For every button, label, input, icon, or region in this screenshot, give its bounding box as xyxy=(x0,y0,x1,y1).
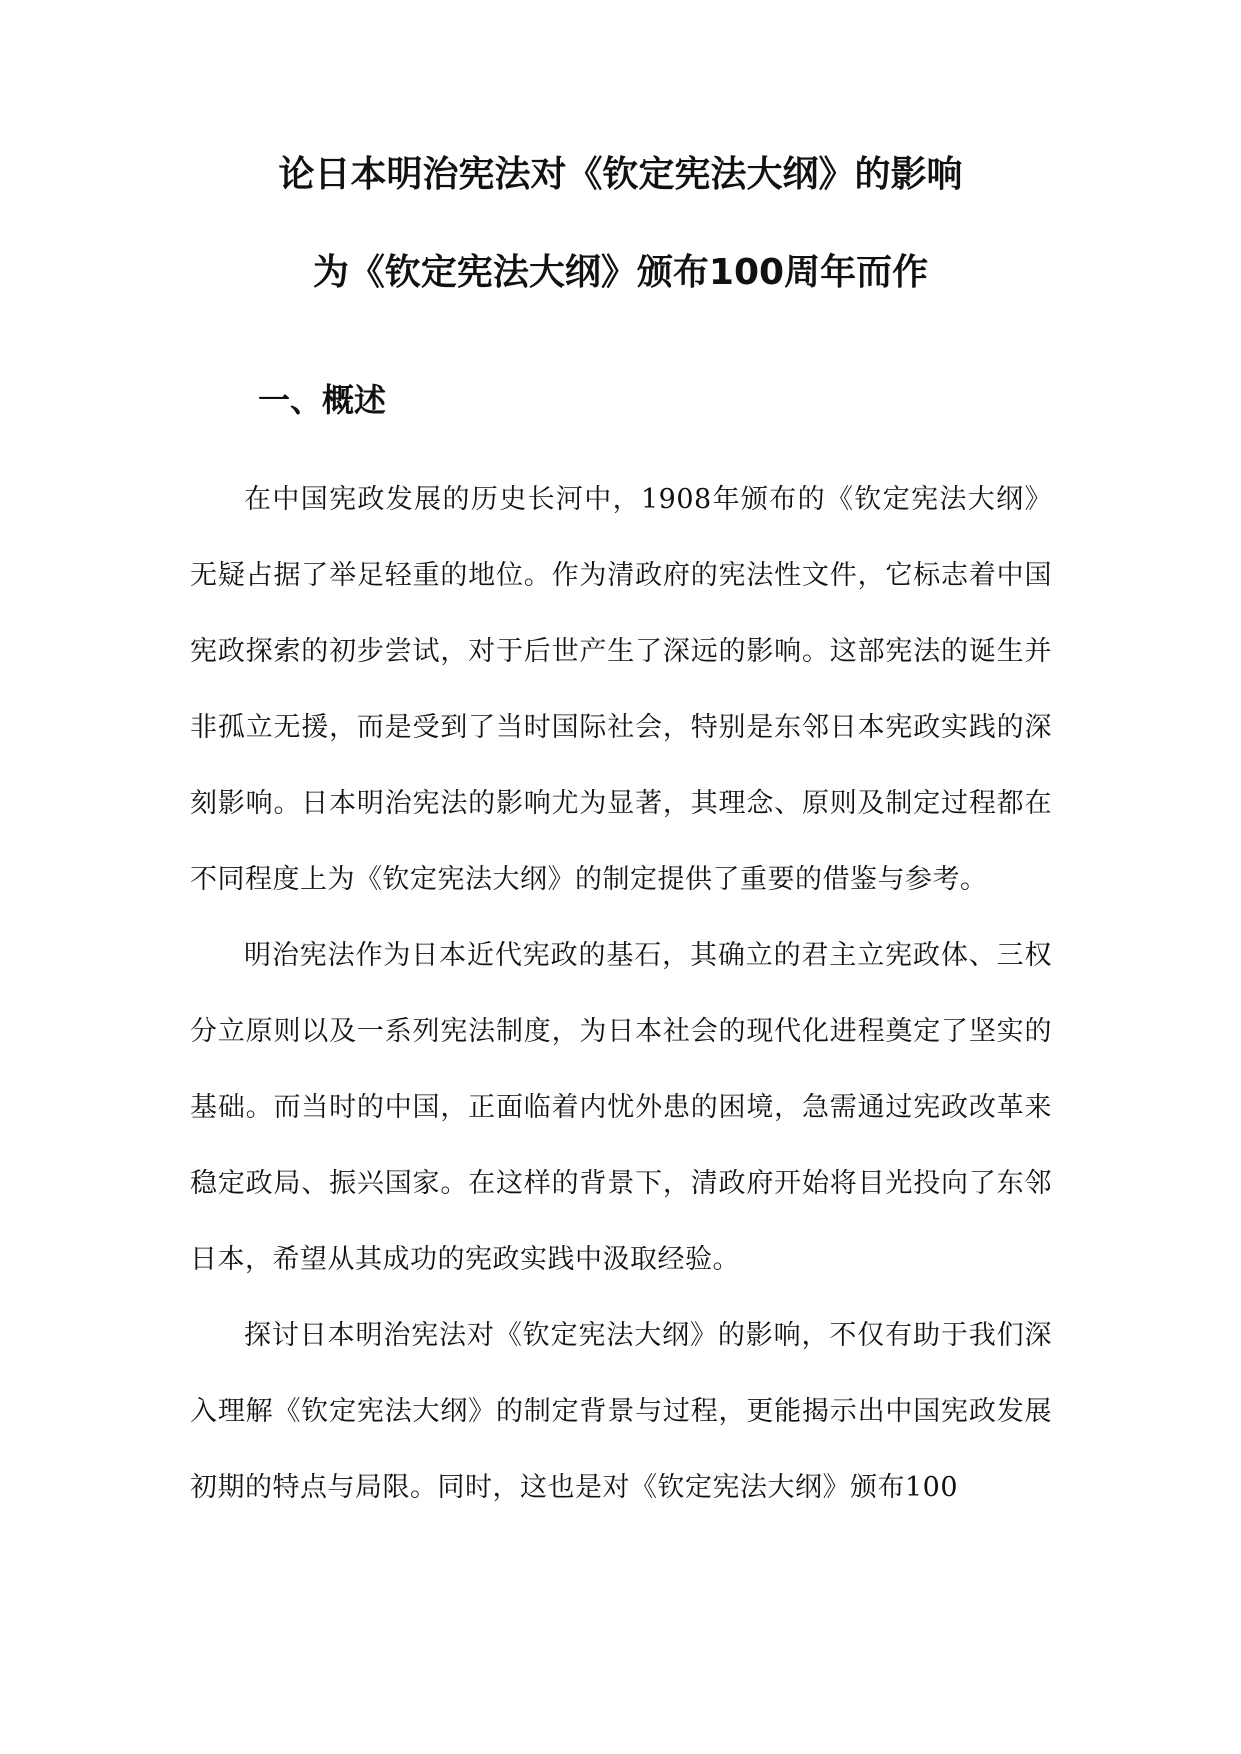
section-heading: 一、概述 xyxy=(258,381,387,419)
body-text xyxy=(190,462,1052,1526)
document-title: 论日本明治宪法对《钦定宪法大纲》的影响 xyxy=(278,154,963,195)
paragraph: 明治宪法作为日本近代宪政的基石，其确立的君主立宪政体、三权分立原则以及一系列宪法制度，为日本社会的现代化进程奠定了坚实的基础。而当时的中国，正面临着内忧外患的困境，急需通过宪政改革来稳定政局、振兴国家。在这样的背景下，清政府开始将目光投向了东邻日本，希望从其成功的宪政实践中汲取经验。 xyxy=(190,940,1052,1275)
paragraph: 在中国宪政发展的历史长河中，1908年颁布的《钦定宪法大纲》无疑占据了举足轻重的地位。作为清政府的宪法性文件，它标志着中国宪政探索的初步尝试，对于后世产生了深远的影响。这部宪法的诞生并非孤立无援，而是受到了当时国际社会，特别是东邻日本宪政实践的深刻影响。日本明治宪法的影响尤为显著，其理念、原则及制定过程都在不同程度上为《钦定宪法大纲》的制定提供了重要的借鉴与参考。 xyxy=(190,484,1052,895)
paragraph: 探讨日本明治宪法对《钦定宪法大纲》的影响，不仅有助于我们深入理解《钦定宪法大纲》的制定背景与过程，更能揭示出中国宪政发展初期的特点与局限。同时，这也是对《钦定宪法大纲》颁布100 xyxy=(190,1320,1052,1503)
document-subtitle: 为《钦定宪法大纲》颁布100周年而作 xyxy=(312,252,929,293)
